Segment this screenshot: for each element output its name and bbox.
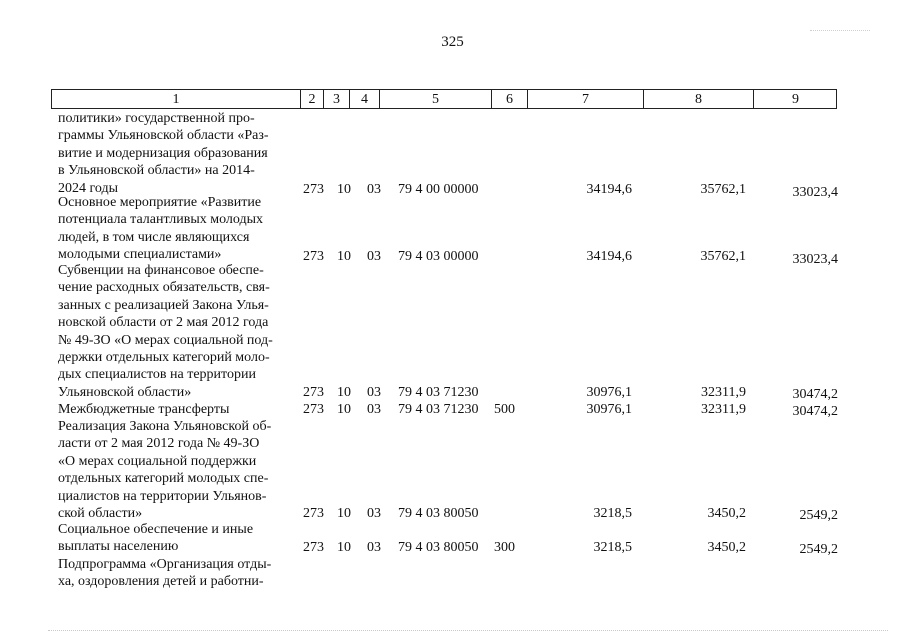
cell-amount-col7: 34194,6 (586, 249, 632, 264)
cell-section-code: 10 (337, 402, 351, 417)
description-line: ласти от 2 мая 2012 года № 49-ЗО (58, 436, 260, 452)
description-line: Субвенции на финансовое обеспе- (58, 263, 264, 278)
cell-subsection-code: 03 (367, 385, 381, 400)
cell-amount-col7: 3218,5 (593, 506, 632, 521)
description-line: политики» государственной про- (58, 111, 255, 126)
cell-expense-type: 300 (494, 540, 515, 555)
cell-subsection-code: 03 (367, 402, 381, 417)
cell-amount-col7: 3218,5 (593, 540, 632, 555)
scan-artifact (48, 630, 888, 631)
cell-amount-col7: 30976,1 (586, 385, 632, 400)
description-line: Основное мероприятие «Развитие (58, 195, 262, 210)
cell-amount-col9: 2549,2 (799, 508, 838, 523)
cell-expense-type: 500 (494, 402, 515, 417)
description-line: Межбюджетные трансферты (58, 402, 230, 417)
column-header-2: 2 (300, 90, 323, 108)
cell-ministry-code: 273 (303, 385, 324, 400)
description-line: циалистов на территории Ульянов- (58, 488, 267, 504)
row-description (58, 262, 292, 401)
cell-target-code: 79 4 00 00000 (398, 182, 479, 197)
column-header-1: 1 (172, 92, 180, 107)
cell-amount-col8: 35762,1 (700, 182, 746, 197)
description-line: Ульяновской области» (58, 384, 192, 400)
description-line: в Ульяновской области» на 2014- (58, 163, 255, 179)
cell-section-code: 10 (337, 506, 351, 521)
description-line: ха, оздоровления детей и работни- (58, 574, 264, 590)
cell-amount-col9: 33023,4 (792, 252, 838, 267)
description-line: Подпрограмма «Организация отды- (58, 557, 272, 572)
description-line: держки отдельных категорий моло- (58, 350, 270, 366)
row-description (58, 418, 292, 522)
page-number: 325 (441, 34, 464, 50)
cell-section-code: 10 (337, 540, 351, 555)
cell-ministry-code: 273 (303, 182, 324, 197)
description-line: 2024 годы (58, 180, 119, 196)
description-line: новской области от 2 мая 2012 года (58, 315, 269, 331)
scan-artifact (810, 30, 870, 31)
description-line: ской области» (58, 506, 143, 522)
row-description (58, 110, 292, 197)
column-header-9: 9 (753, 90, 837, 108)
cell-ministry-code: 273 (303, 249, 324, 264)
cell-amount-col8: 35762,1 (700, 249, 746, 264)
cell-subsection-code: 03 (367, 182, 381, 197)
column-header-5: 5 (379, 90, 491, 108)
cell-target-code: 79 4 03 71230 (398, 385, 479, 400)
row-description (58, 521, 292, 556)
cell-ministry-code: 273 (303, 540, 324, 555)
column-header-7: 7 (527, 90, 643, 108)
cell-target-code: 79 4 03 71230 (398, 402, 479, 417)
description-line: чение расходных обязательств, свя- (58, 280, 270, 296)
description-line: «О мерах социальной поддержки (58, 453, 257, 469)
description-line: молодыми специалистами» (58, 247, 222, 263)
cell-amount-col9: 2549,2 (799, 542, 838, 557)
cell-amount-col7: 30976,1 (586, 402, 632, 417)
cell-amount-col8: 32311,9 (701, 402, 746, 417)
cell-amount-col7: 34194,6 (586, 182, 632, 197)
row-description (58, 401, 292, 418)
description-line: отдельных категорий молодых спе- (58, 471, 269, 487)
description-line: Социальное обеспечение и иные (58, 522, 254, 537)
cell-subsection-code: 03 (367, 249, 381, 264)
cell-amount-col8: 32311,9 (701, 385, 746, 400)
cell-amount-col8: 3450,2 (707, 540, 746, 555)
column-header-8: 8 (643, 90, 753, 108)
row-description (58, 556, 292, 591)
cell-target-code: 79 4 03 00000 (398, 249, 479, 264)
cell-target-code: 79 4 03 80050 (398, 540, 479, 555)
cell-amount-col9: 33023,4 (792, 185, 838, 200)
table-header-row (51, 89, 837, 109)
description-line: дых специалистов на территории (58, 367, 256, 383)
cell-amount-col9: 30474,2 (792, 404, 838, 419)
column-header-4: 4 (349, 90, 379, 108)
description-line: Реализация Закона Ульяновской об- (58, 419, 272, 434)
cell-target-code: 79 4 03 80050 (398, 506, 479, 521)
cell-amount-col8: 3450,2 (707, 506, 746, 521)
cell-section-code: 10 (337, 182, 351, 197)
description-line: граммы Ульяновской области «Раз- (58, 128, 269, 144)
description-line: потенциала талантливых молодых (58, 212, 264, 228)
column-header-6: 6 (491, 90, 527, 108)
description-line: витие и модернизация образования (58, 145, 268, 161)
cell-subsection-code: 03 (367, 506, 381, 521)
cell-subsection-code: 03 (367, 540, 381, 555)
description-line: № 49-ЗО «О мерах социальной под- (58, 332, 273, 348)
cell-ministry-code: 273 (303, 506, 324, 521)
cell-amount-col9: 30474,2 (792, 387, 838, 402)
row-description (58, 194, 292, 264)
cell-section-code: 10 (337, 249, 351, 264)
cell-ministry-code: 273 (303, 402, 324, 417)
description-line: занных с реализацией Закона Улья- (58, 297, 269, 313)
column-header-3: 3 (323, 90, 349, 108)
description-line: людей, в том числе являющихся (58, 229, 250, 245)
cell-section-code: 10 (337, 385, 351, 400)
description-line: выплаты населению (58, 539, 179, 555)
